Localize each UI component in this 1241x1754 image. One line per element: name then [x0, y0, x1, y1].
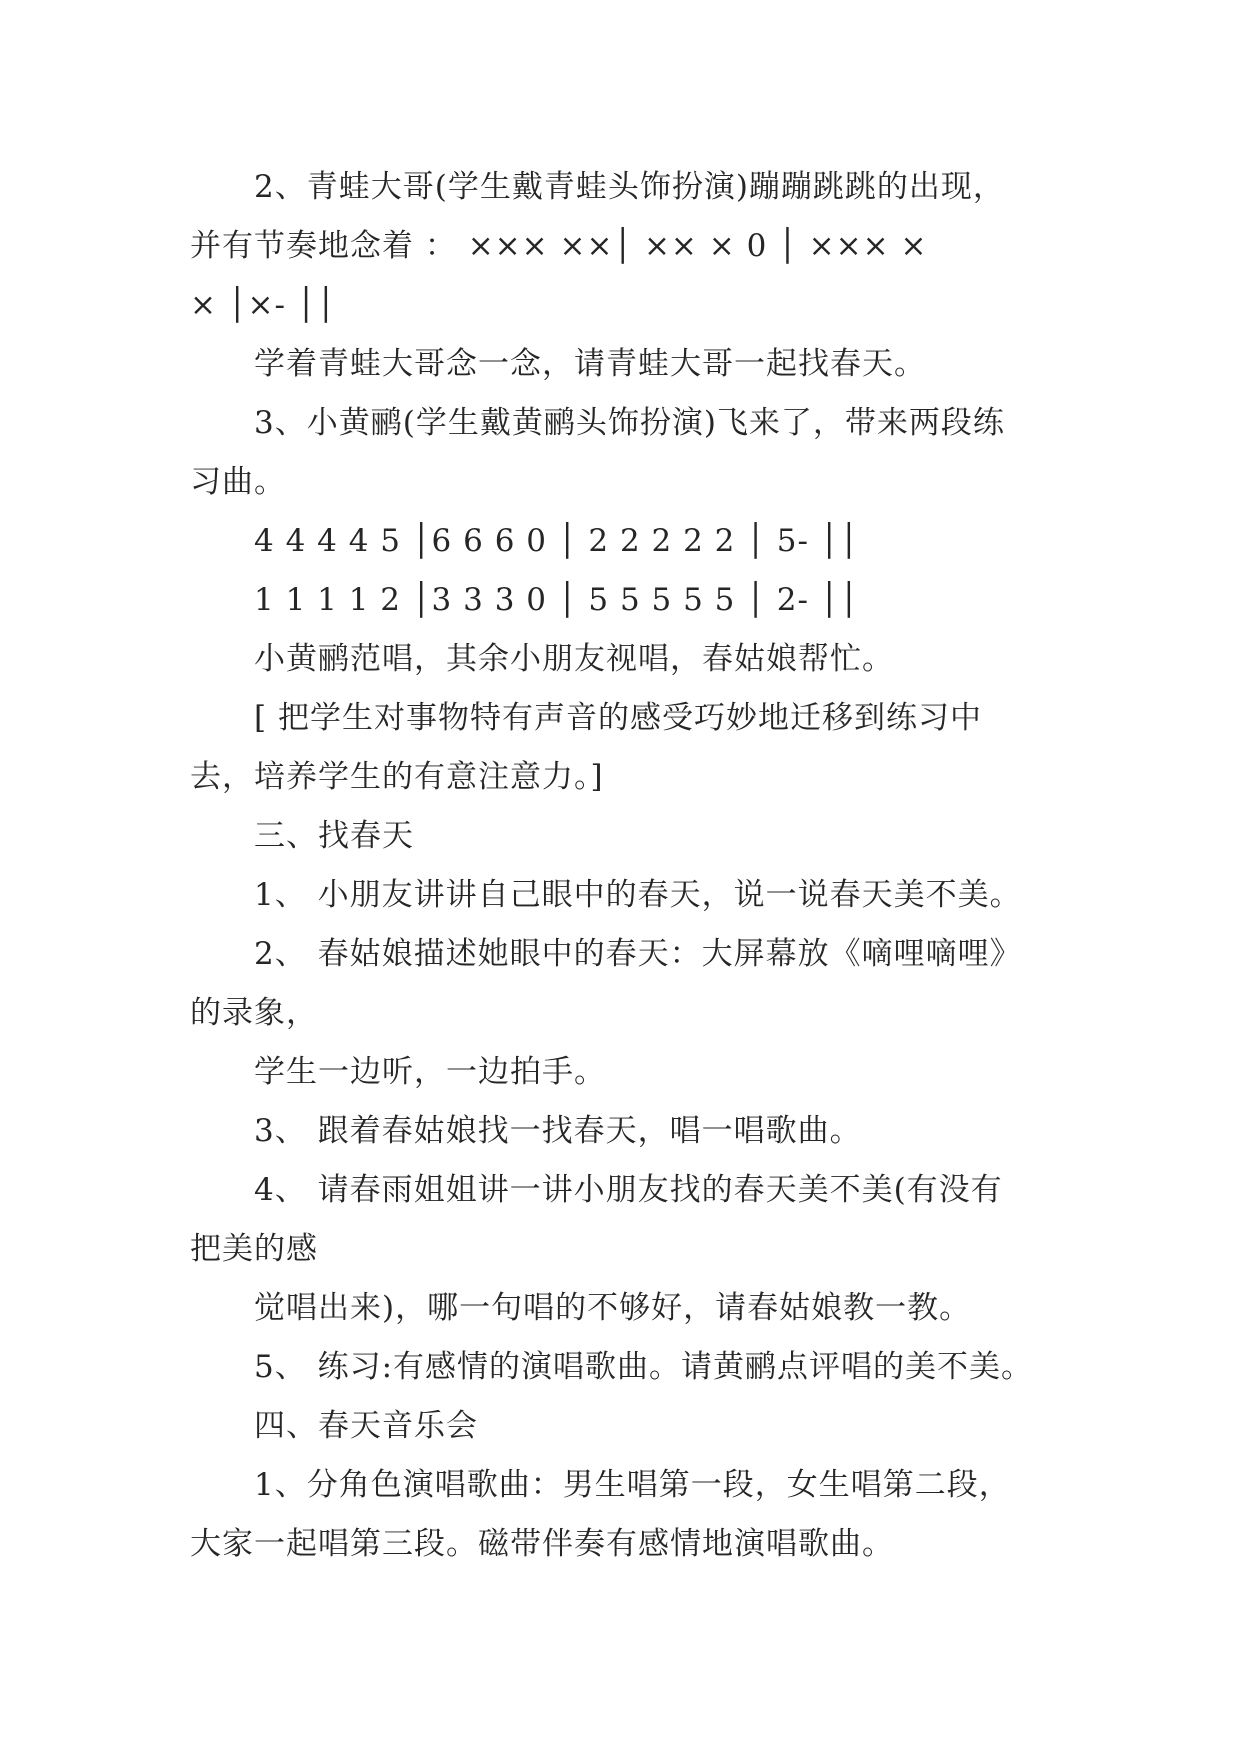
text-line: 习曲。 [190, 464, 286, 500]
text-line: 小黄鹂范唱，其余小朋友视唱，春姑娘帮忙。 [254, 641, 894, 677]
text-line: 大家一起唱第三段。磁带伴奏有感情地演唱歌曲。 [190, 1526, 894, 1562]
text-line: 4、 请春雨姐姐讲一讲小朋友找的春天美不美(有没有 [254, 1172, 1003, 1208]
text-line: 并有节奏地念着 ： ××× ××│ ×× × 0 │ ××× × [190, 228, 928, 264]
notation-line: 4 4 4 4 5 │6 6 6 0 │ 2 2 2 2 2 │ 5- ││ [254, 523, 860, 559]
text-line: 觉唱出来)，哪一句唱的不够好，请春姑娘教一教。 [254, 1290, 972, 1326]
text-line: 1、分角色演唱歌曲：男生唱第一段，女生唱第二段， [254, 1467, 1011, 1503]
text-line: 把美的感 [190, 1231, 318, 1267]
text-line: 去，培养学生的有意注意力。] [190, 759, 604, 795]
section-heading: 四、春天音乐会 [254, 1408, 478, 1444]
text-line: 学生一边听，一边拍手。 [254, 1054, 606, 1090]
text-line: 2、青蛙大哥(学生戴青蛙头饰扮演)蹦蹦跳跳的出现， [254, 169, 1005, 205]
text-line: 1、 小朋友讲讲自己眼中的春天，说一说春天美不美。 [254, 877, 1022, 913]
text-line: × │×- ││ [190, 287, 337, 323]
text-line: 3、小黄鹂(学生戴黄鹂头饰扮演)飞来了，带来两段练 [254, 405, 1005, 441]
text-line: [ 把学生对事物特有声音的感受巧妙地迁移到练习中 [254, 700, 982, 736]
text-line: 5、 练习:有感情的演唱歌曲。请黄鹂点评唱的美不美。 [254, 1349, 1034, 1385]
notation-line: 1 1 1 1 2 │3 3 3 0 │ 5 5 5 5 5 │ 2- ││ [254, 582, 860, 618]
text-line: 学着青蛙大哥念一念，请青蛙大哥一起找春天。 [254, 346, 926, 382]
section-heading: 三、找春天 [254, 818, 414, 854]
text-line: 3、 跟着春姑娘找一找春天，唱一唱歌曲。 [254, 1113, 862, 1149]
document-body [190, 158, 1090, 1574]
text-line: 的录象， [190, 995, 318, 1031]
text-line: 2、 春姑娘描述她眼中的春天：大屏幕放《嘀哩嘀哩》 [254, 936, 1022, 972]
